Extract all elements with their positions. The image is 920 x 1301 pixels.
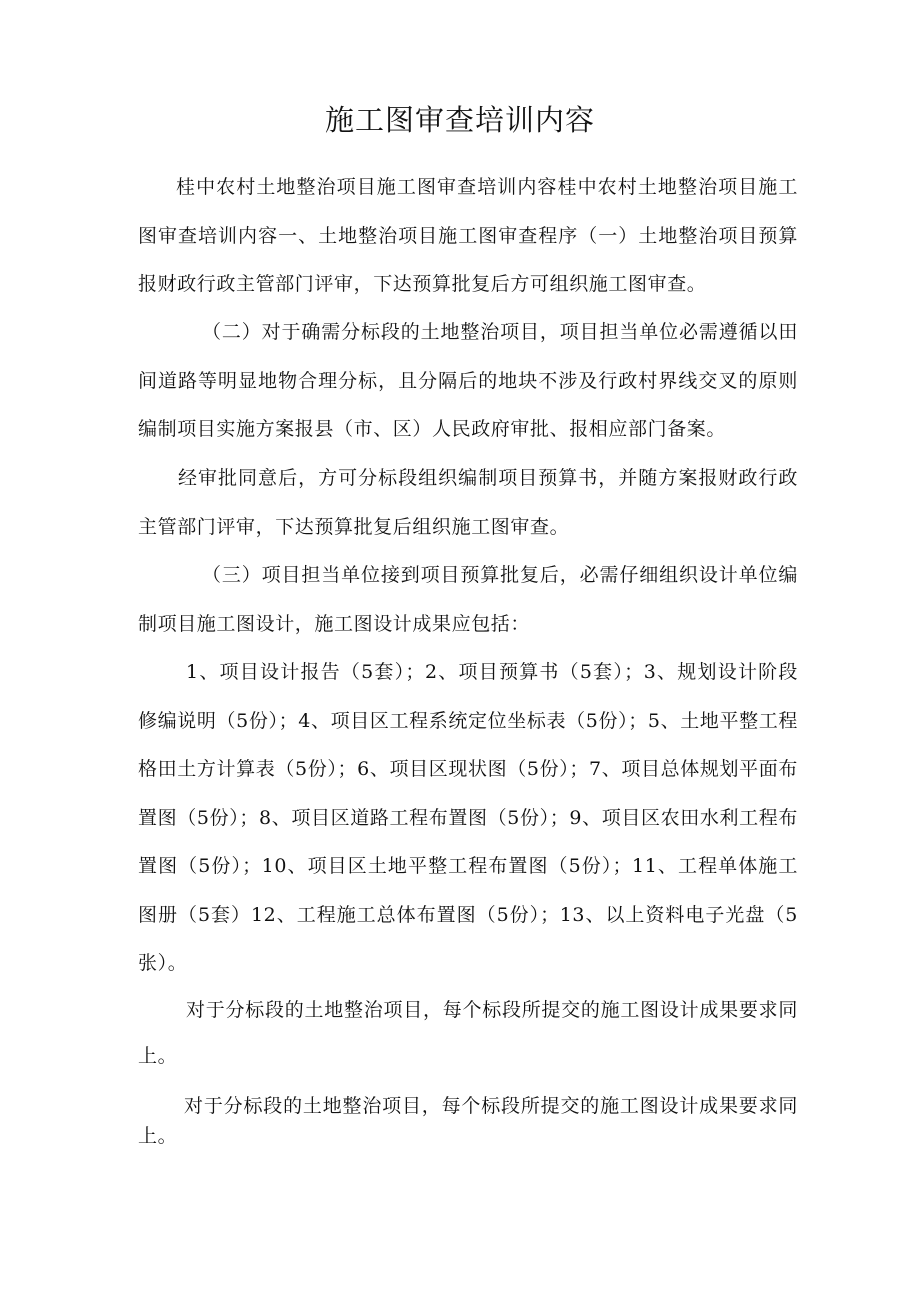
paragraph-approval: 经审批同意后，方可分标段组织编制项目预算书，并随方案报财政行政主管部门评审，下达预算批复后组织施工图审查。 [138, 467, 798, 538]
paragraph-procedure-intro: 桂中农村土地整治项目施工图审查培训内容桂中农村土地整治项目施工图审查培训内容一、土地整治项目施工图审查程序（一）土地整治项目预算报财政行政主管部门评审，下达预算批复后方可组织施工图审查。 [138, 176, 798, 295]
paragraph-section-design: （三）项目担当单位接到项目预算批复后，必需仔细组织设计单位编制项目施工图设计，施工图设计成果应包括： [138, 564, 798, 635]
paragraph-same-requirement-repeat: 对于分标段的土地整治项目，每个标段所提交的施工图设计成果要求同上。 [138, 1095, 798, 1147]
document-title: 施工图审查培训内容 [324, 103, 595, 137]
paragraph-same-requirement: 对于分标段的土地整治项目，每个标段所提交的施工图设计成果要求同上。 [138, 999, 798, 1067]
paragraph-section-split: （二）对于确需分标段的土地整治项目，项目担当单位必需遵循以田间道路等明显地物合理分标，且分隔后的地块不涉及行政村界线交叉的原则编制项目实施方案报县（市、区）人民政府审批、报相应部门备案。 [138, 321, 798, 440]
paragraph-deliverables-list: 1、项目设计报告（5套）；2、项目预算书（5套）；3、规划设计阶段修编说明（5份）；4、项目区工程系统定位坐标表（5份）；5、土地平整工程格田土方计算表（5份）；6、项目区现状图（5份）；7、项目总体规划平面布置图（5份）；8、项目区道路工程布置图（5份）；9、项目区农田水利工程布置图（5份）；10、项目区土地平整工程布置图（5份）；11、工程单体施工图册（5套）12、工程施工总体布置图（5份）；13、以上资料电子光盘（5张）。 [138, 661, 798, 974]
